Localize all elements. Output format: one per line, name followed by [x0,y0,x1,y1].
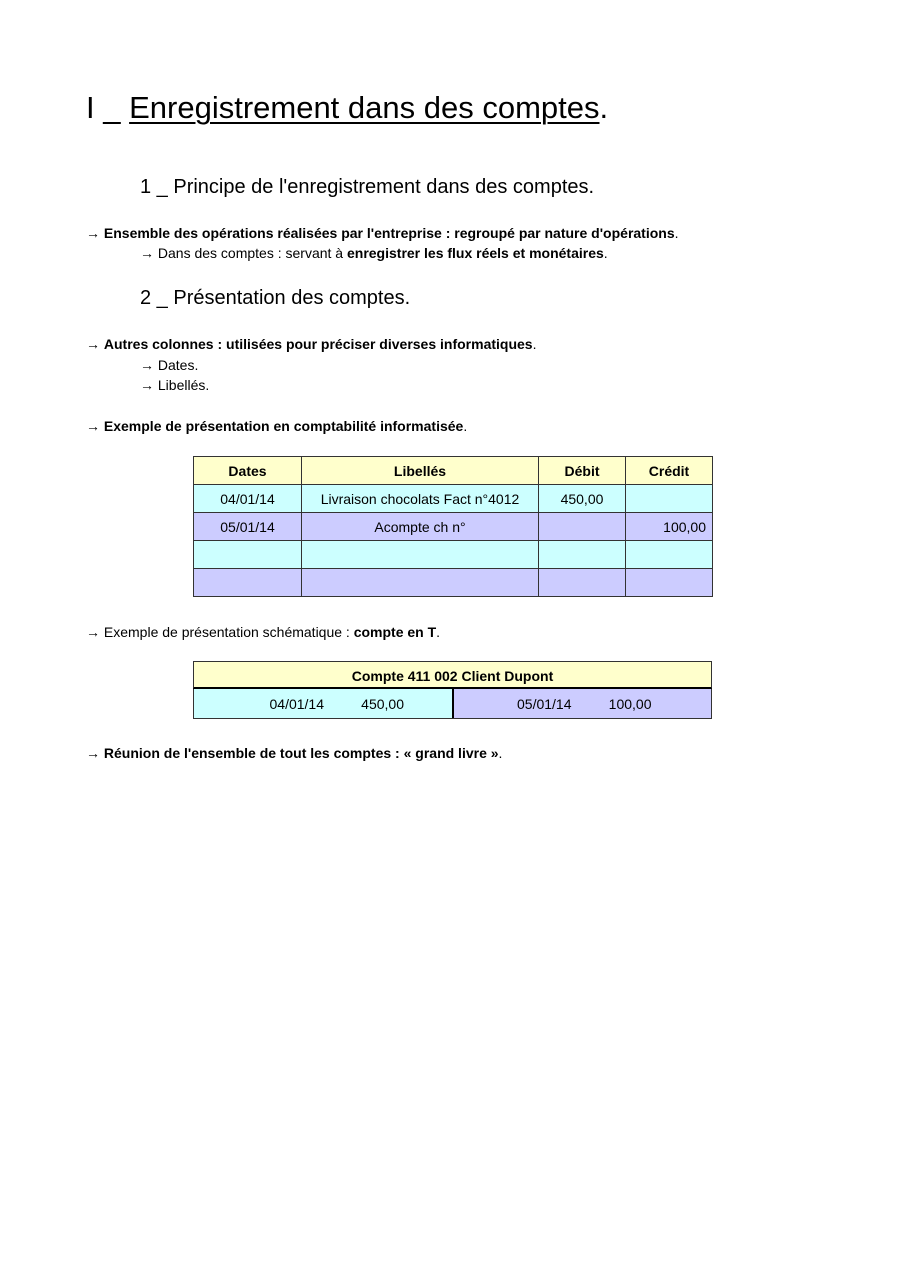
arrow: → [86,225,104,241]
sub2-line2 [86,416,467,436]
sub1-line2 [140,243,608,263]
sub2-line1 [86,334,536,354]
table-header-row [194,457,713,485]
debit-amount: 450,00 [361,695,404,712]
sub2-item-libelles: → Libellés. [140,377,210,393]
section-title-text: Enregistrement dans des comptes [129,90,600,125]
cell-debit: 450,00 [539,485,626,513]
cell-credit [626,485,713,513]
cell-libelle [302,569,539,597]
schema-bold: compte en T [353,624,437,640]
sub1-line1-bold: Ensemble des opérations réalisées par l'entreprise : regroupé par nature d'opérations [103,225,675,241]
credit-amount: 100,00 [608,695,652,712]
cell-credit [626,541,713,569]
section-suffix: . [599,90,609,125]
t-account-body [193,689,712,719]
credit-date: 05/01/14 [517,695,572,712]
arrow: → [86,418,104,434]
period: . [498,745,503,761]
cell-debit [539,513,626,541]
arrow: → [86,745,104,761]
cell-credit [626,569,713,597]
t-account-debit-side [194,689,454,718]
period: . [436,624,441,640]
cell-debit [539,541,626,569]
table-row [194,569,713,597]
cell-libelle [302,541,539,569]
sub2-line2-bold: Exemple de présentation en comptabilité informatisée [103,418,464,434]
cell-date: 04/01/14 [194,485,302,513]
header-credit: Crédit [626,457,713,485]
section-prefix: I _ [86,90,130,125]
period: . [603,245,608,261]
period: . [532,336,537,352]
cell-date: 05/01/14 [194,513,302,541]
schema-text: Exemple de présentation schématique : [103,624,354,640]
sub1-line1 [86,223,679,243]
cell-debit [539,569,626,597]
header-debit: Débit [539,457,626,485]
final-line [86,743,502,763]
table-row [194,485,713,513]
schema-line [86,622,440,642]
sub1-line2-text: Dans des comptes : servant à [157,245,347,261]
cell-credit: 100,00 [626,513,713,541]
cell-date [194,541,302,569]
subsection-2-heading: 2 _ Présentation des comptes. [140,287,411,309]
table-row [194,513,713,541]
arrow: → [86,336,104,352]
cell-libelle: Livraison chocolats Fact n°4012 [302,485,539,513]
sub2-line1-bold: Autres colonnes : utilisées pour préciser diverses informatiques [103,336,533,352]
header-dates: Dates [194,457,302,485]
sub1-line2-bold: enregistrer les flux réels et monétaires [346,245,604,261]
arrow: → [140,245,158,261]
subsection-1-heading: 1 _ Principe de l'enregistrement dans des comptes. [140,176,595,198]
arrow: → [86,624,104,640]
t-account-title: Compte 411 002 Client Dupont [193,661,712,689]
header-libelles: Libellés [302,457,539,485]
t-account [193,661,712,719]
cell-libelle: Acompte ch n° [302,513,539,541]
final-bold: Réunion de l'ensemble de tout les comptes : « grand livre » [103,745,499,761]
section-title [86,88,608,128]
cell-date [194,569,302,597]
journal-table [193,456,713,597]
table-row [194,541,713,569]
t-account-credit-side [454,689,712,718]
period: . [674,225,679,241]
period: . [463,418,468,434]
sub2-item-dates: → Dates. [140,357,199,373]
debit-date: 04/01/14 [269,695,324,712]
